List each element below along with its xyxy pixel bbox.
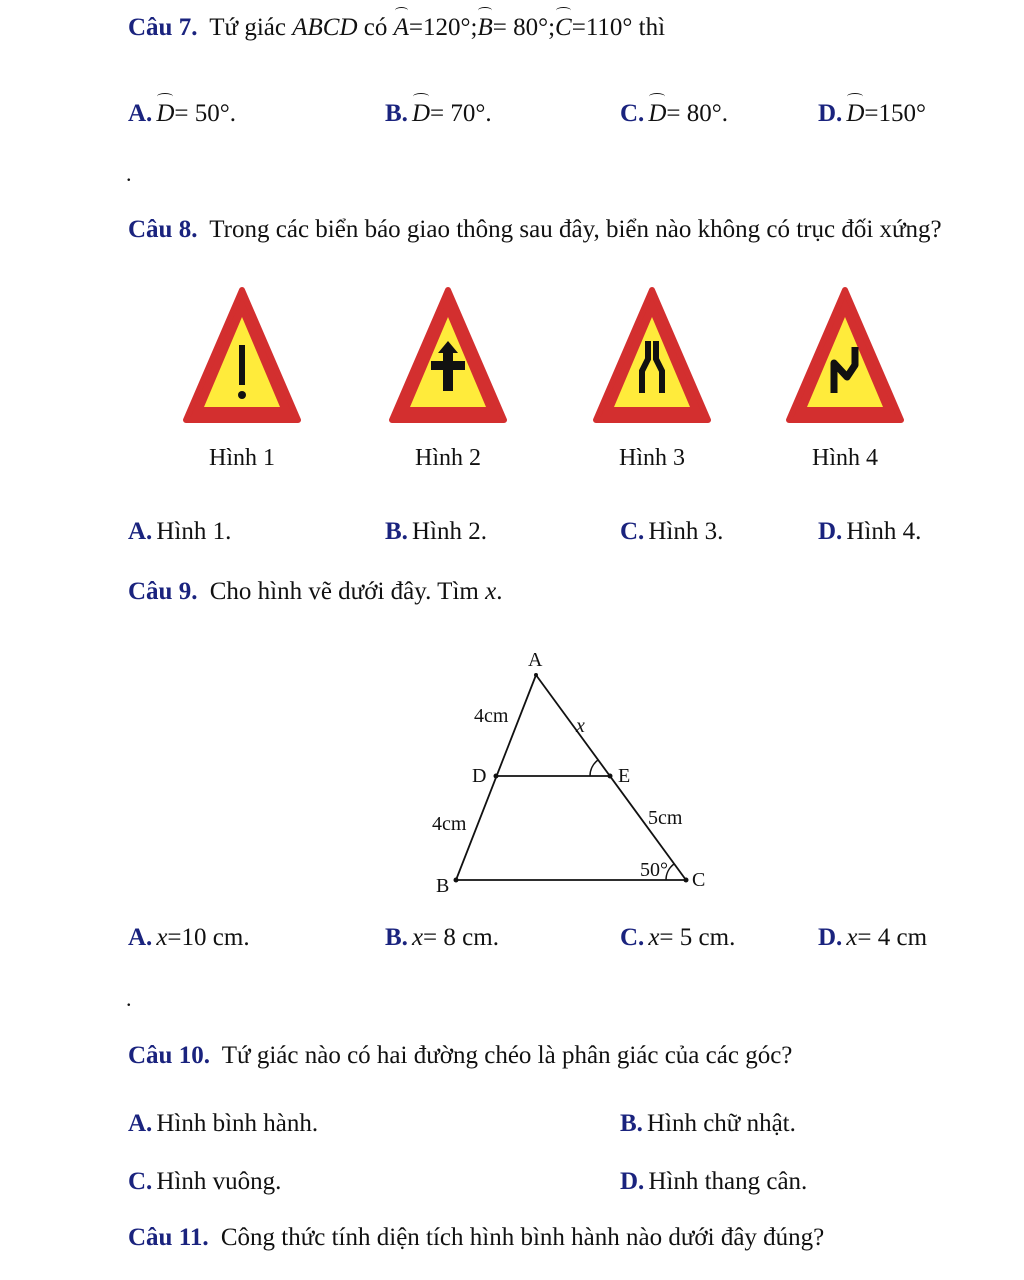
q9-options: [0, 922, 1024, 956]
option-text: Hình vuông.: [156, 1168, 282, 1195]
option-text: Hình 3.: [648, 518, 724, 545]
q10-label: Câu 10.: [128, 1042, 210, 1069]
option-text: Hình thang cân.: [648, 1168, 808, 1195]
q7-option-a[interactable]: [128, 98, 236, 129]
option-var: D: [846, 98, 864, 129]
q7-option-b[interactable]: [385, 98, 492, 129]
double-bend-sign-icon: [785, 285, 905, 435]
option-var: D: [412, 98, 430, 129]
option-text: Hình chữ nhật.: [646, 1110, 796, 1137]
road-narrows-sign-icon: [592, 285, 712, 435]
option-label: C.: [620, 100, 645, 127]
label-c: C: [692, 869, 706, 891]
point-d: [494, 774, 499, 779]
option-label: D.: [818, 924, 843, 951]
label-ec: 5cm: [648, 807, 683, 829]
q7-text-after: thì: [638, 14, 666, 41]
option-label: A.: [128, 518, 153, 545]
exclamation-sign-icon: [182, 285, 302, 435]
option-var: x: [156, 924, 168, 951]
q7-options: [0, 98, 1024, 132]
q11-label: Câu 11.: [128, 1224, 209, 1251]
q9-text: Cho hình vẽ dưới đây. Tìm: [209, 578, 479, 605]
label-ad: 4cm: [474, 705, 509, 727]
caption-hinh-3: Hình 3: [619, 445, 685, 471]
q9-stem: [128, 576, 502, 607]
option-label: A.: [128, 100, 153, 127]
option-value: = 5 cm.: [659, 924, 736, 951]
sign-2: [388, 285, 508, 471]
q8-option-c[interactable]: [620, 516, 723, 547]
point-e: [608, 774, 613, 779]
q10-stem: [128, 1040, 792, 1071]
label-angle-c: 50°: [640, 859, 668, 881]
option-label: C.: [620, 518, 645, 545]
option-label: D.: [620, 1168, 645, 1195]
option-label: B.: [385, 924, 408, 951]
sign-3: [592, 285, 712, 471]
q9-label: Câu 9.: [128, 578, 198, 605]
q9-option-b[interactable]: [385, 922, 499, 953]
q10-option-a[interactable]: [128, 1108, 318, 1139]
option-label: A.: [128, 1110, 153, 1137]
option-var: x: [411, 924, 424, 951]
q9-option-a[interactable]: [128, 922, 250, 953]
angle-e-arc: [590, 760, 598, 776]
q10-text: Tứ giác nào có hai đường chéo là phân giác của các góc?: [221, 1042, 793, 1069]
option-label: B.: [620, 1110, 643, 1137]
q7-text-co: có: [363, 14, 388, 41]
q7-option-d[interactable]: [818, 98, 926, 129]
option-label: C.: [128, 1168, 153, 1195]
option-label: B.: [385, 100, 408, 127]
option-text: Hình 1.: [156, 518, 232, 545]
point-a: [534, 673, 538, 677]
q8-label: Câu 8.: [128, 216, 198, 243]
option-label: C.: [620, 924, 645, 951]
label-e: E: [618, 765, 631, 787]
angle-c-value: =110°: [571, 14, 633, 41]
label-a: A: [528, 649, 543, 671]
q8-stem: [128, 214, 942, 245]
angle-c: C: [555, 12, 572, 43]
q11-text: Công thức tính diện tích hình bình hành nào dưới đây đúng?: [220, 1224, 825, 1251]
option-value: = 50°.: [174, 100, 236, 127]
label-d: D: [472, 765, 487, 787]
option-value: = 8 cm.: [423, 924, 499, 951]
caption-hinh-2: Hình 2: [415, 445, 481, 471]
sign-1: [182, 285, 302, 471]
q9-option-c[interactable]: [620, 922, 735, 953]
q9-var: x: [485, 578, 497, 605]
option-text: Hình 2.: [411, 518, 487, 545]
q7-shape: ABCD: [292, 14, 358, 41]
caption-hinh-4: Hình 4: [812, 445, 878, 471]
option-text: Hình bình hành.: [156, 1110, 319, 1137]
q10-option-c[interactable]: [128, 1166, 281, 1197]
option-var: D: [648, 98, 666, 129]
option-label: D.: [818, 100, 843, 127]
q9-option-d[interactable]: [818, 922, 927, 953]
caption-hinh-1: Hình 1: [209, 445, 275, 471]
separator-dot-2: .: [126, 986, 132, 1011]
option-value: =150°: [864, 100, 926, 127]
crossroad-sign-icon: [388, 285, 508, 435]
option-label: D.: [818, 518, 843, 545]
angle-b: B: [477, 12, 492, 43]
q8-option-d[interactable]: [818, 516, 921, 547]
q8-signs: [160, 275, 920, 471]
q10-options-row-1: [0, 1108, 1024, 1142]
label-ae: x: [576, 715, 585, 737]
q11-stem: [128, 1222, 824, 1253]
q9-triangle-figure: [400, 640, 720, 900]
q8-option-a[interactable]: [128, 516, 231, 547]
option-value: = 80°.: [666, 100, 728, 127]
q9-text-end: .: [496, 578, 503, 605]
option-text: Hình 4.: [846, 518, 922, 545]
sign-4: [785, 285, 905, 471]
angle-a: A: [394, 12, 409, 43]
q7-stem: [128, 12, 665, 43]
q10-option-d[interactable]: [620, 1166, 807, 1197]
q10-options-row-2: [0, 1166, 1024, 1200]
option-label: B.: [385, 518, 408, 545]
separator-dot: .: [126, 161, 132, 186]
option-var: D: [156, 98, 174, 129]
point-b: [454, 878, 459, 883]
option-var: x: [648, 924, 660, 951]
point-c: [684, 878, 689, 883]
option-label: A.: [128, 924, 153, 951]
q8-option-b[interactable]: [385, 516, 487, 547]
q10-option-b[interactable]: [620, 1108, 796, 1139]
option-value: = 70°.: [430, 100, 492, 127]
label-db: 4cm: [432, 813, 467, 835]
option-var: x: [846, 924, 858, 951]
q7-label: Câu 7.: [128, 14, 198, 41]
label-b: B: [436, 875, 450, 897]
q7-text: Tứ giác: [209, 14, 286, 41]
option-value: = 4 cm: [857, 924, 928, 951]
angle-b-value: = 80°;: [492, 14, 556, 41]
q8-options: [0, 516, 1024, 550]
q7-option-c[interactable]: [620, 98, 728, 129]
q8-text: Trong các biển báo giao thông sau đây, biển nào không có trục đối xứng?: [209, 216, 942, 243]
option-value: =10 cm.: [167, 924, 250, 951]
angle-a-value: =120°;: [408, 14, 478, 41]
